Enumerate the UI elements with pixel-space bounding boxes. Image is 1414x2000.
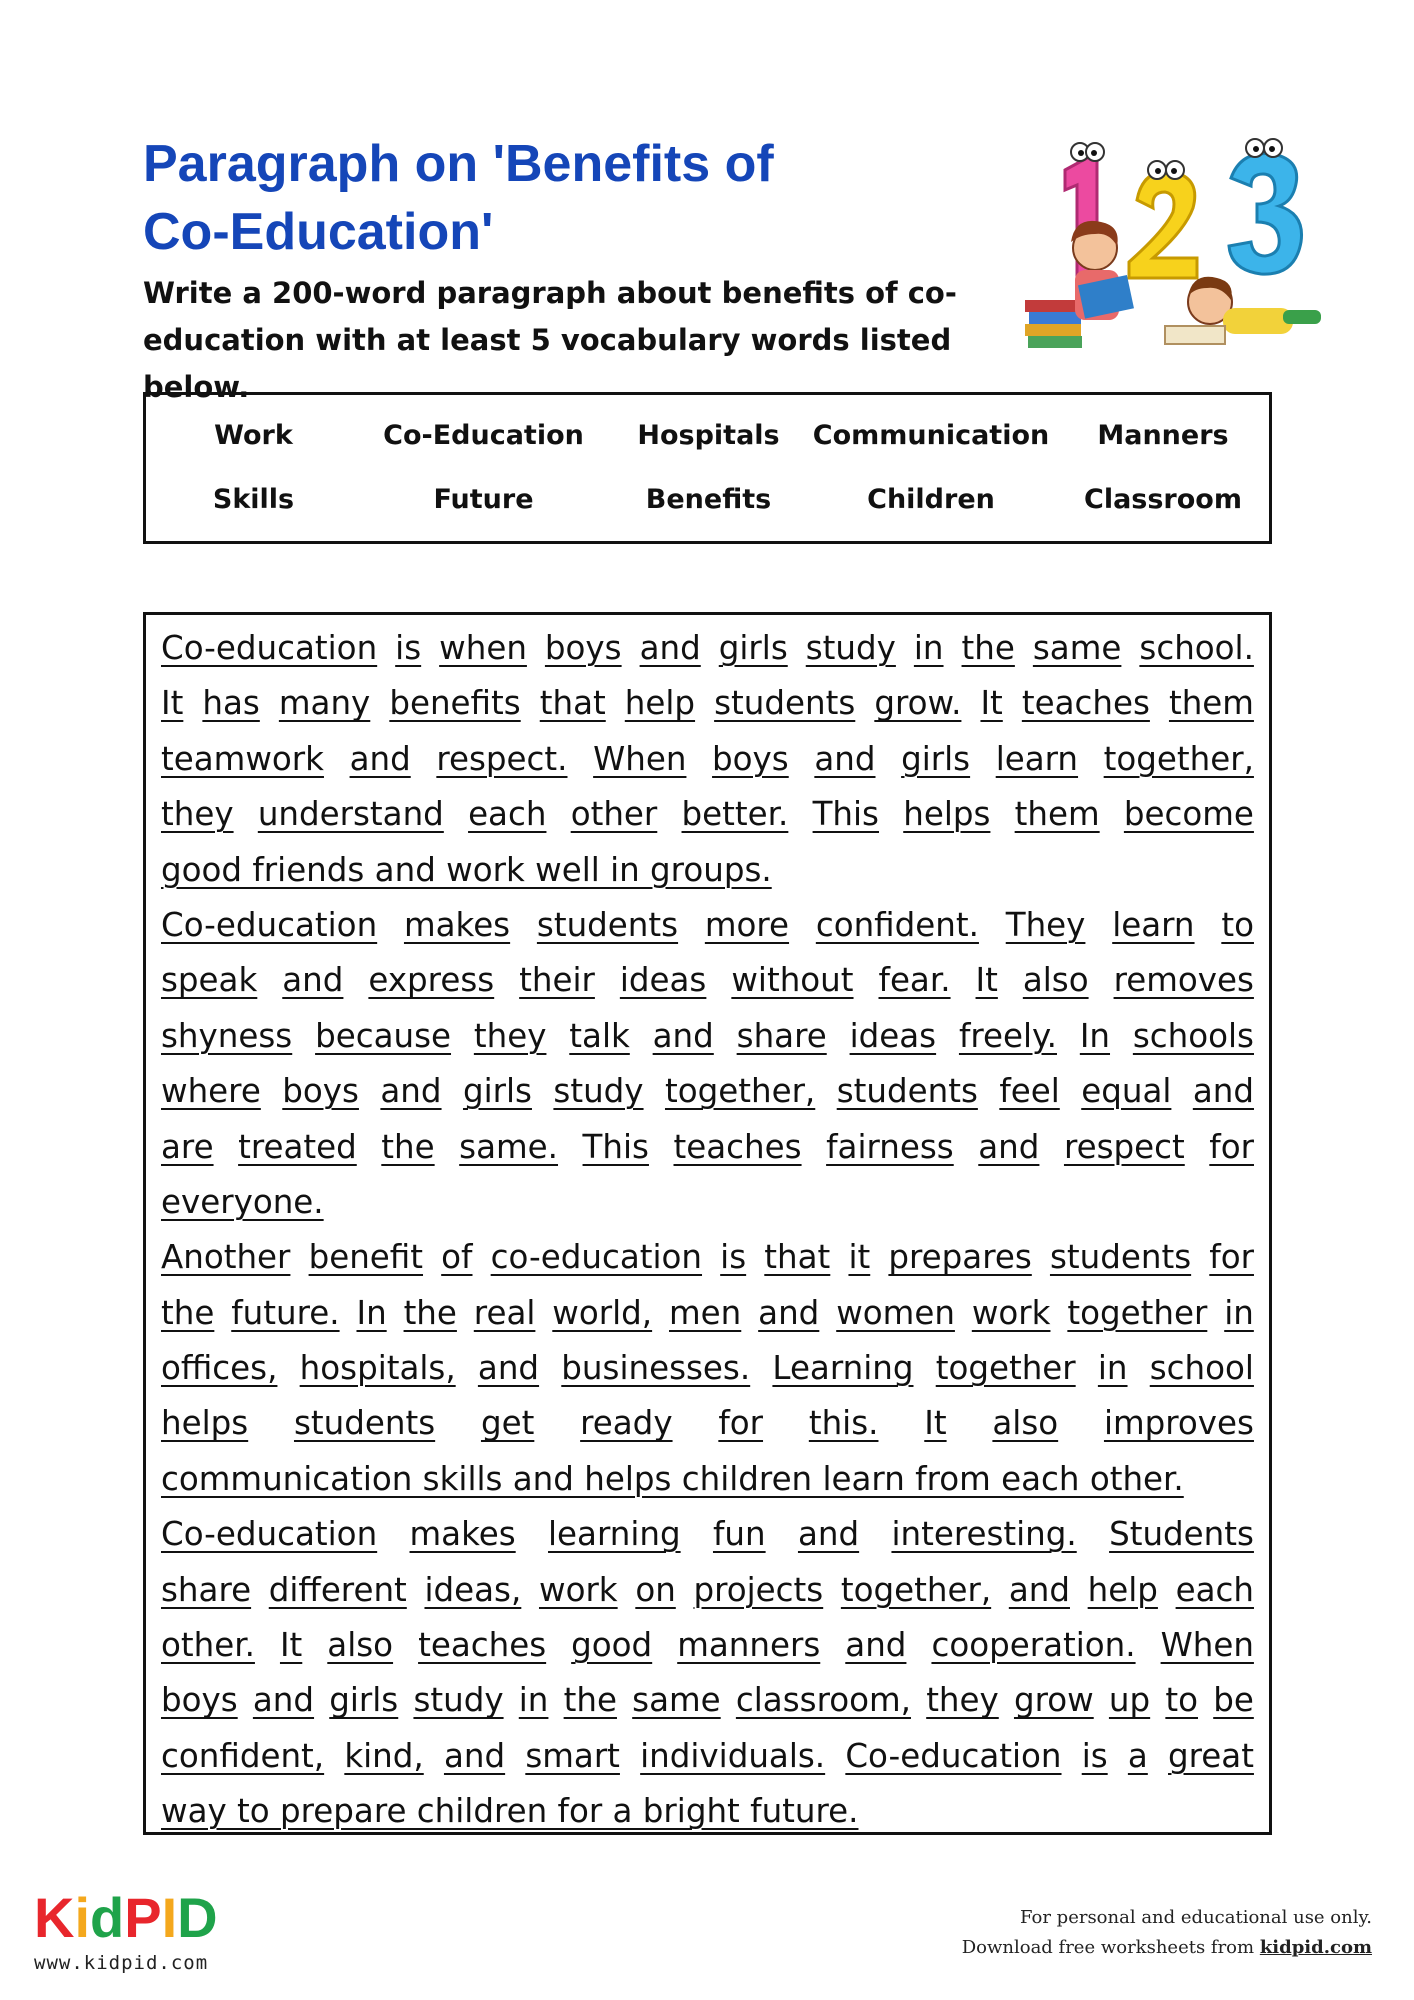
logo-letter: D xyxy=(177,1886,218,1949)
paragraph-line: Co-education is when boys and girls study in the same school. xyxy=(161,629,1254,667)
vocab-word-future: Future xyxy=(433,484,534,515)
paragraph-line: speak and express their ideas without fear. It also removes xyxy=(161,961,1254,1000)
instruction-line-2: education with at least 5 vocabulary words listed below. xyxy=(143,323,952,404)
logo-letter: i xyxy=(74,1886,91,1949)
vocab-word-benefits: Benefits xyxy=(645,484,772,515)
vocab-word-classroom: Classroom xyxy=(1084,484,1242,515)
logo-url: www.kidpid.com xyxy=(34,1952,209,1974)
vocab-word-children: Children xyxy=(867,484,995,515)
paragraph-line: other. It also teaches good manners and cooperation. When xyxy=(161,1626,1254,1665)
paragraph-line: Co-education makes students more confident. They learn to xyxy=(161,905,1254,944)
paragraph-line: Another benefit of co-education is that it prepares students for xyxy=(161,1238,1254,1277)
paragraph-line: helps students get ready for this. It also improves xyxy=(161,1404,1254,1443)
paragraph-line: teamwork and respect. When boys and girls learn together, xyxy=(161,739,1254,778)
paragraph-line: good friends and work well in groups. xyxy=(161,850,772,889)
logo-letter: d xyxy=(90,1886,125,1949)
paragraph-line: confident, kind, and smart individuals. Co-education is a great xyxy=(161,1736,1254,1775)
kidpid-logo xyxy=(34,1888,224,1973)
logo-letter: I xyxy=(161,1886,178,1949)
vocab-word-manners: Manners xyxy=(1097,420,1229,451)
title-line-1: Paragraph on 'Benefits of xyxy=(143,135,774,193)
vocab-word-communication: Communication xyxy=(812,420,1050,451)
footer-line-2 xyxy=(962,1933,1372,1963)
worksheet-title xyxy=(143,130,843,266)
paragraph-line: are treated the same. This teaches fairness and respect for xyxy=(161,1127,1254,1166)
logo-letter: K xyxy=(34,1886,75,1949)
footer-notice xyxy=(962,1903,1372,1963)
paragraph-line: where boys and girls study together, students feel equal and xyxy=(161,1072,1254,1111)
kidpid-link[interactable]: kidpid.com xyxy=(1259,1937,1372,1958)
paragraph-line: It has many benefits that help students grow. It teaches them xyxy=(161,684,1254,723)
paragraph-line: way to prepare children for a bright future. xyxy=(161,1792,859,1831)
paragraph-line: offices, hospitals, and businesses. Learning together in school xyxy=(161,1349,1254,1388)
vocab-word-skills: Skills xyxy=(212,484,295,515)
instruction-line-1: Write a 200-word paragraph about benefits of co- xyxy=(143,276,957,310)
paragraph-line: the future. In the real world, men and women work together in xyxy=(161,1293,1254,1332)
kids-numbers-illustration xyxy=(1025,130,1325,360)
title-line-2: Co-Education' xyxy=(143,203,494,261)
logo-wordmark xyxy=(34,1886,224,1949)
footer-line-2-prefix: Download free worksheets from xyxy=(961,1937,1260,1958)
paragraph-line: they understand each other better. This helps them become xyxy=(161,795,1254,834)
instruction-text xyxy=(143,270,1023,411)
vocab-word-co-education: Co-Education xyxy=(383,420,584,451)
paragraph-line: Co-education makes learning fun and interesting. Students xyxy=(161,1515,1254,1554)
logo-letter: P xyxy=(124,1886,162,1949)
vocabulary-box xyxy=(143,392,1272,544)
footer-line-1: For personal and educational use only. xyxy=(1020,1907,1372,1928)
vocab-word-work: Work xyxy=(214,420,293,451)
paragraph-line: shyness because they talk and share ideas freely. In schools xyxy=(161,1016,1254,1055)
paragraph-line: communication skills and helps children learn from each other. xyxy=(161,1459,1184,1498)
vocab-word-hospitals: Hospitals xyxy=(637,420,780,451)
paragraph-box xyxy=(143,612,1272,1835)
paragraph-line: share different ideas, work on projects together, and help each xyxy=(161,1570,1254,1609)
paragraph-line: everyone. xyxy=(161,1182,324,1221)
paragraph-line: boys and girls study in the same classroom, they grow up to be xyxy=(161,1681,1254,1720)
